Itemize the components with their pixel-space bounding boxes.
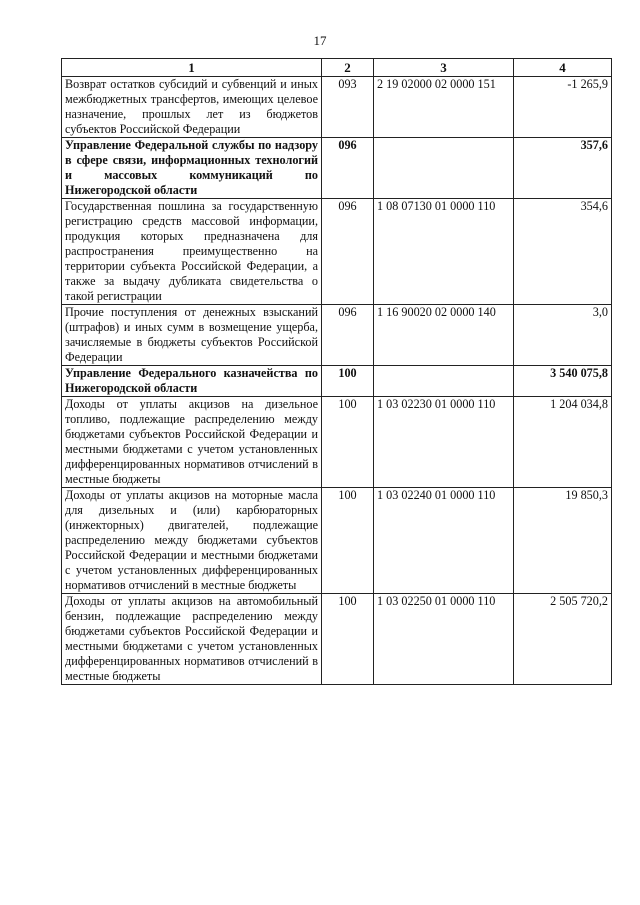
column-header-3: 3 xyxy=(374,59,514,77)
row-description: Возврат остатков субсидий и субвенций и иных межбюджетных трансфертов, имеющих целевое назначение, прошлых лет из бюджетов субъектов Российской Федерации xyxy=(62,77,322,138)
row-amount: -1 265,9 xyxy=(514,77,612,138)
row-admin-code: 096 xyxy=(322,199,374,305)
row-amount: 2 505 720,2 xyxy=(514,594,612,685)
row-amount: 354,6 xyxy=(514,199,612,305)
table-row xyxy=(62,77,612,138)
table-row xyxy=(62,488,612,594)
revenue-table xyxy=(61,58,612,685)
row-classification-code xyxy=(374,138,514,199)
table-row xyxy=(62,397,612,488)
table-header-row xyxy=(62,59,612,77)
row-amount: 1 204 034,8 xyxy=(514,397,612,488)
row-admin-code: 100 xyxy=(322,488,374,594)
column-header-1: 1 xyxy=(62,59,322,77)
row-admin-code: 100 xyxy=(322,366,374,397)
row-classification-code: 2 19 02000 02 0000 151 xyxy=(374,77,514,138)
row-description: Доходы от уплаты акцизов на автомобильный бензин, подлежащие распределению между бюджетами субъектов Российской Федерации и местными бюджетами с учетом установленных дифференцированных нормативов отчислений в местные бюджеты xyxy=(62,594,322,685)
row-amount: 357,6 xyxy=(514,138,612,199)
row-classification-code: 1 03 02250 01 0000 110 xyxy=(374,594,514,685)
row-classification-code: 1 03 02240 01 0000 110 xyxy=(374,488,514,594)
page-number: 17 xyxy=(313,33,327,48)
row-description: Управление Федерального казначейства по Нижегородской области xyxy=(62,366,322,397)
row-admin-code: 100 xyxy=(322,594,374,685)
row-description: Доходы от уплаты акцизов на моторные масла для дизельных и (или) карбюраторных (инжекторных) двигателей, подлежащие распределению между бюджетами субъектов Российской Федерации и местными бюджетами с учетом установленных дифференцированных нормативов отчислений в местные бюджеты xyxy=(62,488,322,594)
table-row xyxy=(62,305,612,366)
row-admin-code: 100 xyxy=(322,397,374,488)
row-admin-code: 093 xyxy=(322,77,374,138)
row-classification-code: 1 08 07130 01 0000 110 xyxy=(374,199,514,305)
row-amount: 3,0 xyxy=(514,305,612,366)
row-classification-code: 1 03 02230 01 0000 110 xyxy=(374,397,514,488)
row-admin-code: 096 xyxy=(322,305,374,366)
row-description: Прочие поступления от денежных взысканий (штрафов) и иных сумм в возмещение ущерба, зачисляемые в бюджеты субъектов Российской Федерации xyxy=(62,305,322,366)
column-header-2: 2 xyxy=(322,59,374,77)
table-row xyxy=(62,594,612,685)
row-description: Управление Федеральной службы по надзору в сфере связи, информационных технологий и массовых коммуникаций по Нижегородской области xyxy=(62,138,322,199)
row-classification-code: 1 16 90020 02 0000 140 xyxy=(374,305,514,366)
table-row xyxy=(62,199,612,305)
table-row xyxy=(62,366,612,397)
row-description: Государственная пошлина за государственную регистрацию средств массовой информации, продукция которых предназначена для распространения преимущественно на территории субъекта Российской Федерации, а также за выдачу дубликата свидетельства о такой регистрации xyxy=(62,199,322,305)
row-amount: 3 540 075,8 xyxy=(514,366,612,397)
column-header-4: 4 xyxy=(514,59,612,77)
table-row xyxy=(62,138,612,199)
row-amount: 19 850,3 xyxy=(514,488,612,594)
row-admin-code: 096 xyxy=(322,138,374,199)
row-description: Доходы от уплаты акцизов на дизельное топливо, подлежащие распределению между бюджетами субъектов Российской Федерации и местными бюджетами с учетом установленных дифференцированных нормативов отчислений в местные бюджеты xyxy=(62,397,322,488)
row-classification-code xyxy=(374,366,514,397)
